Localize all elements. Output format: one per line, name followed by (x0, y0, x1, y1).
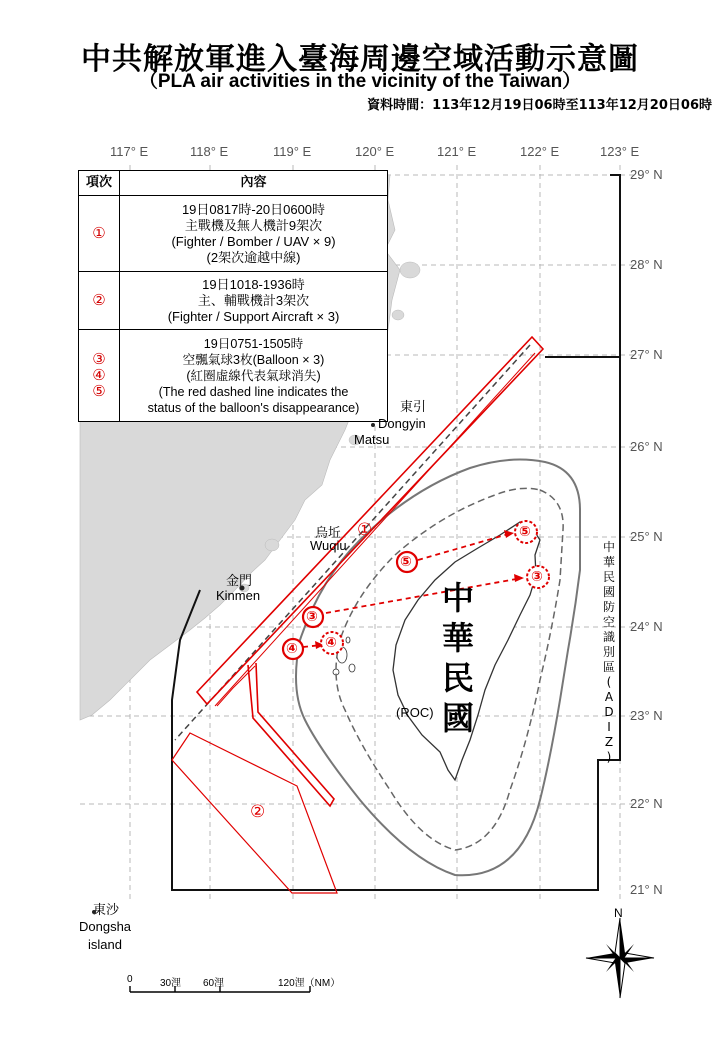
legend-line: (Fighter / Support Aircraft × 3) (167, 308, 340, 324)
wuqiu-label-en: Wuqiu (310, 538, 347, 553)
adiz-char: 空 (602, 615, 615, 629)
adiz-char: 防 (602, 600, 615, 614)
adiz-char: 區 (602, 660, 615, 674)
lat-label: 21° N (630, 882, 663, 897)
adiz-char: ( (606, 675, 612, 689)
lon-label: 117° E (110, 144, 149, 159)
legend-line: status of the balloon's disappearance) (147, 400, 360, 415)
adiz-char: 國 (602, 585, 615, 599)
legend-number-5: ⑤ (92, 382, 106, 400)
adiz-char: 別 (602, 645, 615, 659)
roc-label-en: (ROC) (396, 705, 434, 720)
legend-line: (紅圈虛線代表氣球消失) (186, 368, 321, 383)
legend-line: (2架次逾越中線) (206, 249, 301, 265)
lat-label: 24° N (630, 619, 663, 634)
legend-line: 主、輔戰機計3架次 (197, 292, 310, 308)
lon-label: 123° E (600, 144, 640, 159)
legend-line: (Fighter / Bomber / UAV × 9) (171, 233, 336, 249)
roc-char: 中 (442, 579, 475, 617)
adiz-char: 華 (602, 555, 615, 569)
adiz-char: 民 (602, 570, 615, 584)
lon-label: 121° E (437, 144, 477, 159)
kinmen-label-en: Kinmen (216, 588, 261, 603)
legend-line: 空飄氣球3枚(Balloon × 3) (182, 352, 325, 367)
legend-header-item: 項次 (79, 171, 120, 196)
activity-area-2-corridor (248, 663, 334, 806)
lon-label: 122° E (520, 144, 560, 159)
marker-area-2: ② (250, 802, 266, 821)
legend-line: 19日0817時-20日0600時 (181, 201, 326, 217)
marker-balloon-4-end: ④ (325, 634, 337, 650)
marker-balloon-4-start: ④ (286, 640, 298, 656)
lon-label: 118° E (190, 144, 229, 159)
kinmen-label-cn: 金門 (226, 573, 253, 588)
lat-label: 28° N (630, 257, 663, 272)
lat-label: 22° N (630, 796, 663, 811)
lat-label: 29° N (630, 167, 663, 182)
scale-label: 30浬 (160, 978, 182, 989)
legend-row-number: ② (79, 272, 120, 330)
legend-row-number: ① (79, 196, 120, 272)
legend-row (79, 196, 388, 272)
legend-line: (The red dashed line indicates the (158, 384, 349, 399)
wuqiu-label-cn: 烏坵 (315, 525, 342, 540)
data-timestamp: 資料時間：113年12月19日06時至113年12月20日06時 (367, 98, 712, 113)
legend-line: 19日0751-1505時 (203, 336, 304, 351)
legend-line: 主戰機及無人機計9架次 (184, 217, 323, 233)
lat-label: 25° N (630, 529, 663, 544)
legend-row-description (120, 272, 388, 330)
adiz-char: 識 (602, 630, 615, 644)
lon-label: 120° E (355, 144, 395, 159)
marker-balloon-5-start: ⑤ (400, 553, 412, 569)
lon-label: 119° E (273, 144, 312, 159)
dongsha-label-en-island: island (88, 937, 122, 952)
dongyin-label-cn: 東引 (400, 399, 427, 414)
dongsha-label-cn: 東沙 (93, 902, 120, 917)
scale-label: 60浬 (203, 978, 225, 989)
lat-label: 26° N (630, 439, 663, 454)
legend-number-3: ③ (92, 350, 106, 368)
adiz-char: D (604, 705, 614, 719)
roc-char: 華 (442, 619, 475, 657)
adiz-char: I (607, 720, 611, 734)
matsu-label-en: Matsu (354, 432, 390, 447)
marker-balloon-3-end: ③ (531, 568, 543, 584)
legend-row-description (120, 330, 388, 422)
legend-row-number (79, 330, 120, 422)
roc-char: 國 (442, 699, 475, 737)
adiz-label (600, 540, 618, 765)
map-title: 中共解放軍進入臺海周邊空域活動示意圖 (81, 42, 639, 77)
legend-line: 19日1018-1936時 (202, 276, 305, 292)
legend-number-4: ④ (92, 366, 106, 384)
adiz-char: ) (606, 750, 612, 764)
dongyin-label-en: Dongyin (378, 416, 426, 431)
marker-area-1: ① (357, 520, 373, 539)
scale-label: 0 (127, 974, 133, 985)
scale-label: 120浬（NM） (278, 978, 341, 989)
compass-rose (586, 918, 654, 998)
roc-char: 民 (442, 659, 475, 697)
lat-label: 23° N (630, 708, 663, 723)
adiz-char: A (604, 690, 614, 704)
map-subtitle: （PLA air activities in the vicinity of the Taiwan） (138, 71, 582, 92)
adiz-char: Z (604, 735, 614, 749)
legend-row (79, 330, 388, 422)
legend-table (78, 170, 388, 422)
marker-balloon-5-end: ⑤ (519, 523, 531, 539)
lat-label: 27° N (630, 347, 663, 362)
dongsha-label-en: Dongsha (79, 919, 132, 934)
legend-row (79, 272, 388, 330)
compass-north-label: N (614, 906, 623, 920)
legend-row-description (120, 196, 388, 272)
adiz-char: 中 (602, 540, 615, 554)
legend-header-content: 內容 (120, 171, 388, 196)
marker-balloon-3-start: ③ (306, 608, 318, 624)
